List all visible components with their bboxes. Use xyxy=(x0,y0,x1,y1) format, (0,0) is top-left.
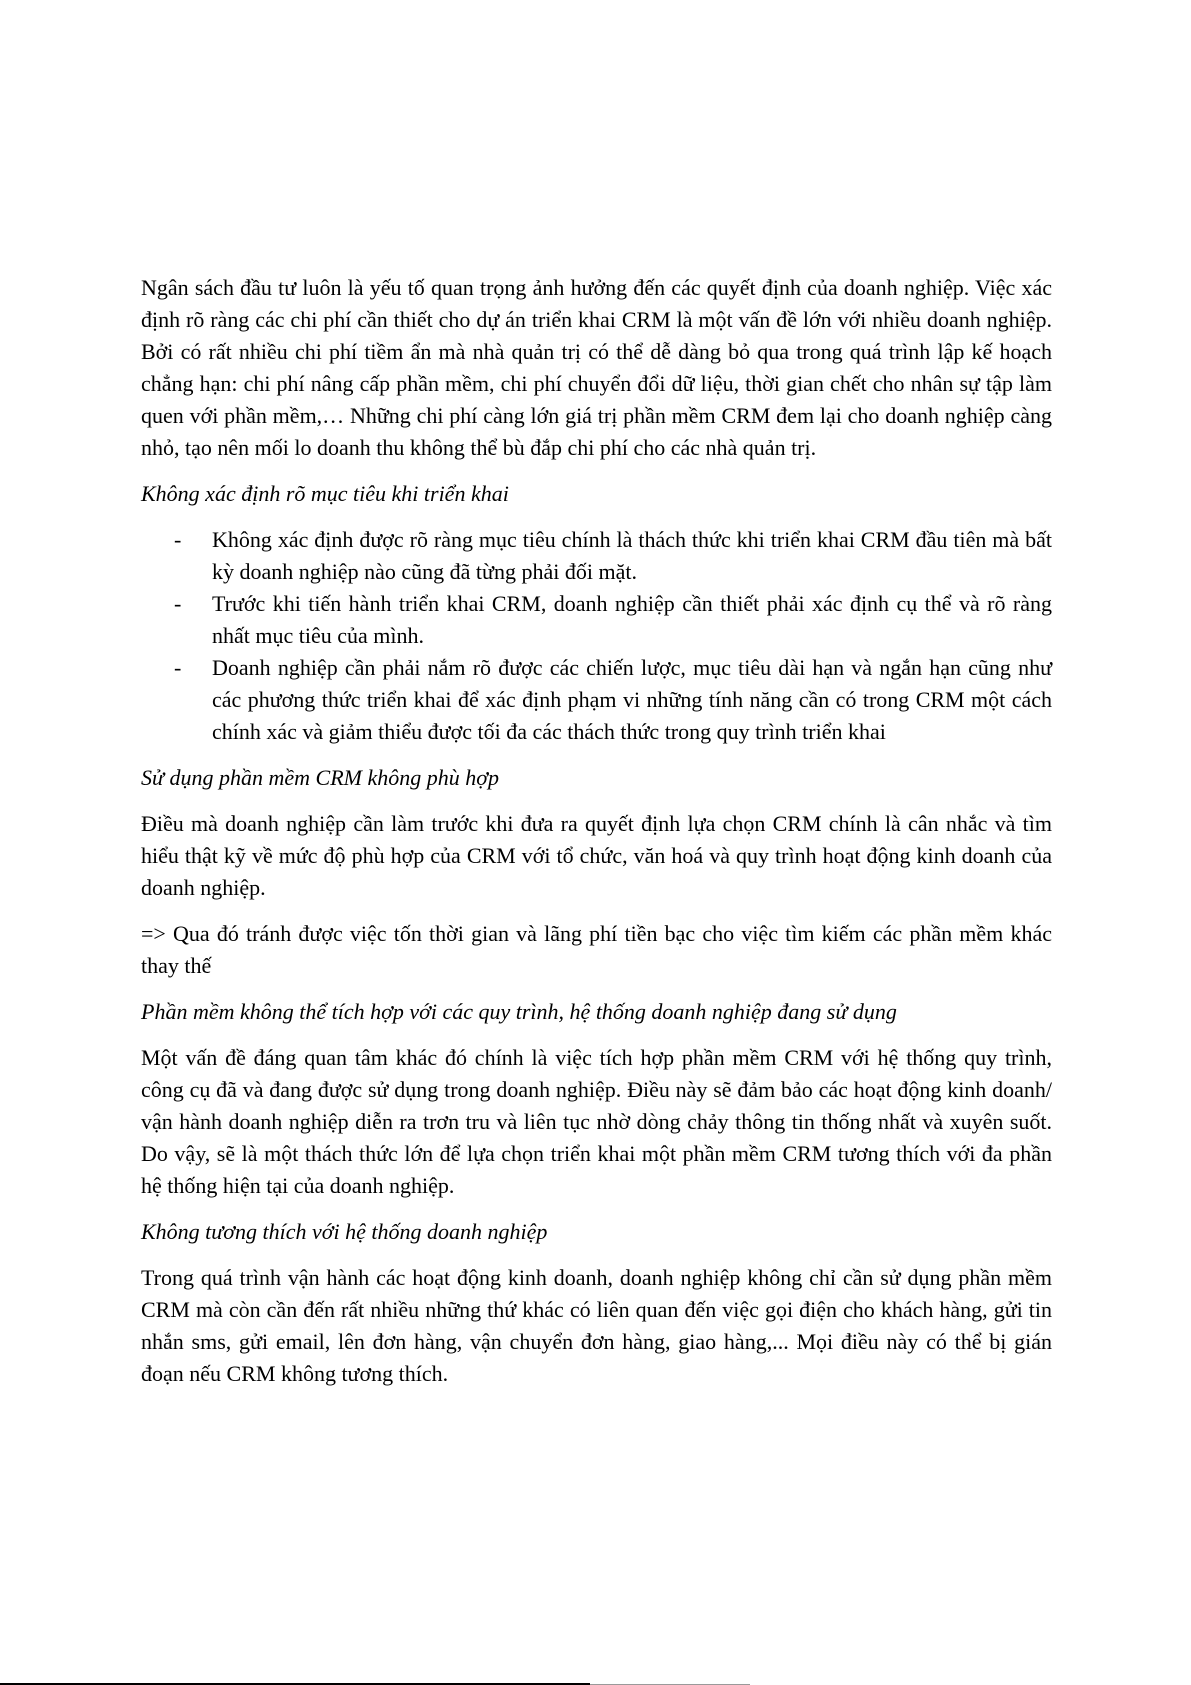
heading-unsuitable-crm: Sử dụng phần mềm CRM không phù hợp xyxy=(141,765,499,790)
intro-paragraph: Ngân sách đầu tư luôn là yếu tố quan trọng ảnh hưởng đến các quyết định của doanh nghiệp. Việc xác định rõ ràng các chi phí cần thiết cho dự án triển khai CRM là một vấn đề lớn với nhiều doanh nghiệp. Bởi có rất nhiều chi phí tiềm ẩn mà nhà quản trị có thể dễ dàng bỏ qua trong quá trình lập kế hoạch chẳng hạn: chi phí nâng cấp phần mềm, chi phí chuyển đổi dữ liệu, thời gian chết cho nhân sự tập làm quen với phần mềm,… Những chi phí càng lớn giá trị phần mềm CRM đem lại cho doanh nghiệp càng nhỏ, tạo nên mối lo doanh thu không thể bù đắp chi phí cho các nhà quản trị. xyxy=(141,275,1052,460)
heading-compatibility: Không tương thích với hệ thống doanh nghiệp xyxy=(141,1219,548,1244)
dash-marker: - xyxy=(174,591,182,616)
list-item-text: Không xác định được rõ ràng mục tiêu chính là thách thức khi triển khai CRM đầu tiên mà bất kỳ doanh nghiệp nào cũng đã từng phải đối mặt. xyxy=(212,527,1052,584)
unsuitable-crm-paragraph: Điều mà doanh nghiệp cần làm trước khi đưa ra quyết định lựa chọn CRM chính là cân nhắc và tìm hiểu thật kỹ về mức độ phù hợp của CRM với tổ chức, văn hoá và quy trình hoạt động kinh doanh của doanh nghiệp. xyxy=(141,811,1052,900)
list-item xyxy=(141,524,1052,588)
dash-marker: - xyxy=(174,655,182,680)
compatibility-paragraph: Trong quá trình vận hành các hoạt động kinh doanh, doanh nghiệp không chỉ cần sử dụng phần mềm CRM mà còn cần đến rất nhiều những thứ khác có liên quan đến việc gọi điện cho khách hàng, gửi tin nhắn sms, gửi email, lên đơn hàng, vận chuyển đơn hàng, giao hàng,... Mọi điều này có thể bị gián đoạn nếu CRM không tương thích. xyxy=(141,1265,1052,1386)
goals-bullet-list xyxy=(141,524,1052,748)
document-body xyxy=(141,272,1052,1404)
dash-marker: - xyxy=(174,527,182,552)
list-item-text: Trước khi tiến hành triển khai CRM, doanh nghiệp cần thiết phải xác định cụ thể và rõ ràng nhất mục tiêu của mình. xyxy=(212,591,1052,648)
integration-paragraph: Một vấn đề đáng quan tâm khác đó chính là việc tích hợp phần mềm CRM với hệ thống quy trình, công cụ đã và đang được sử dụng trong doanh nghiệp. Điều này sẽ đảm bảo các hoạt động kinh doanh/ vận hành doanh nghiệp diễn ra trơn tru và liên tục nhờ dòng chảy thông tin thống nhất và xuyên suốt. Do vậy, sẽ là một thách thức lớn để lựa chọn triển khai một phần mềm CRM tương thích với đa phần hệ thống hiện tại của doanh nghiệp. xyxy=(141,1045,1052,1198)
list-item xyxy=(141,652,1052,748)
conclusion-paragraph: => Qua đó tránh được việc tốn thời gian và lãng phí tiền bạc cho việc tìm kiếm các phần mềm khác thay thế xyxy=(141,921,1052,978)
list-item-text: Doanh nghiệp cần phải nắm rõ được các chiến lược, mục tiêu dài hạn và ngắn hạn cũng như các phương thức triển khai để xác định phạm vi những tính năng cần có trong CRM một cách chính xác và giảm thiểu được tối đa các thách thức trong quy trình triển khai xyxy=(212,655,1052,744)
list-item xyxy=(141,588,1052,652)
heading-unclear-goals: Không xác định rõ mục tiêu khi triển khai xyxy=(141,481,509,506)
heading-integration: Phần mềm không thể tích hợp với các quy trình, hệ thống doanh nghiệp đang sử dụng xyxy=(141,999,897,1024)
